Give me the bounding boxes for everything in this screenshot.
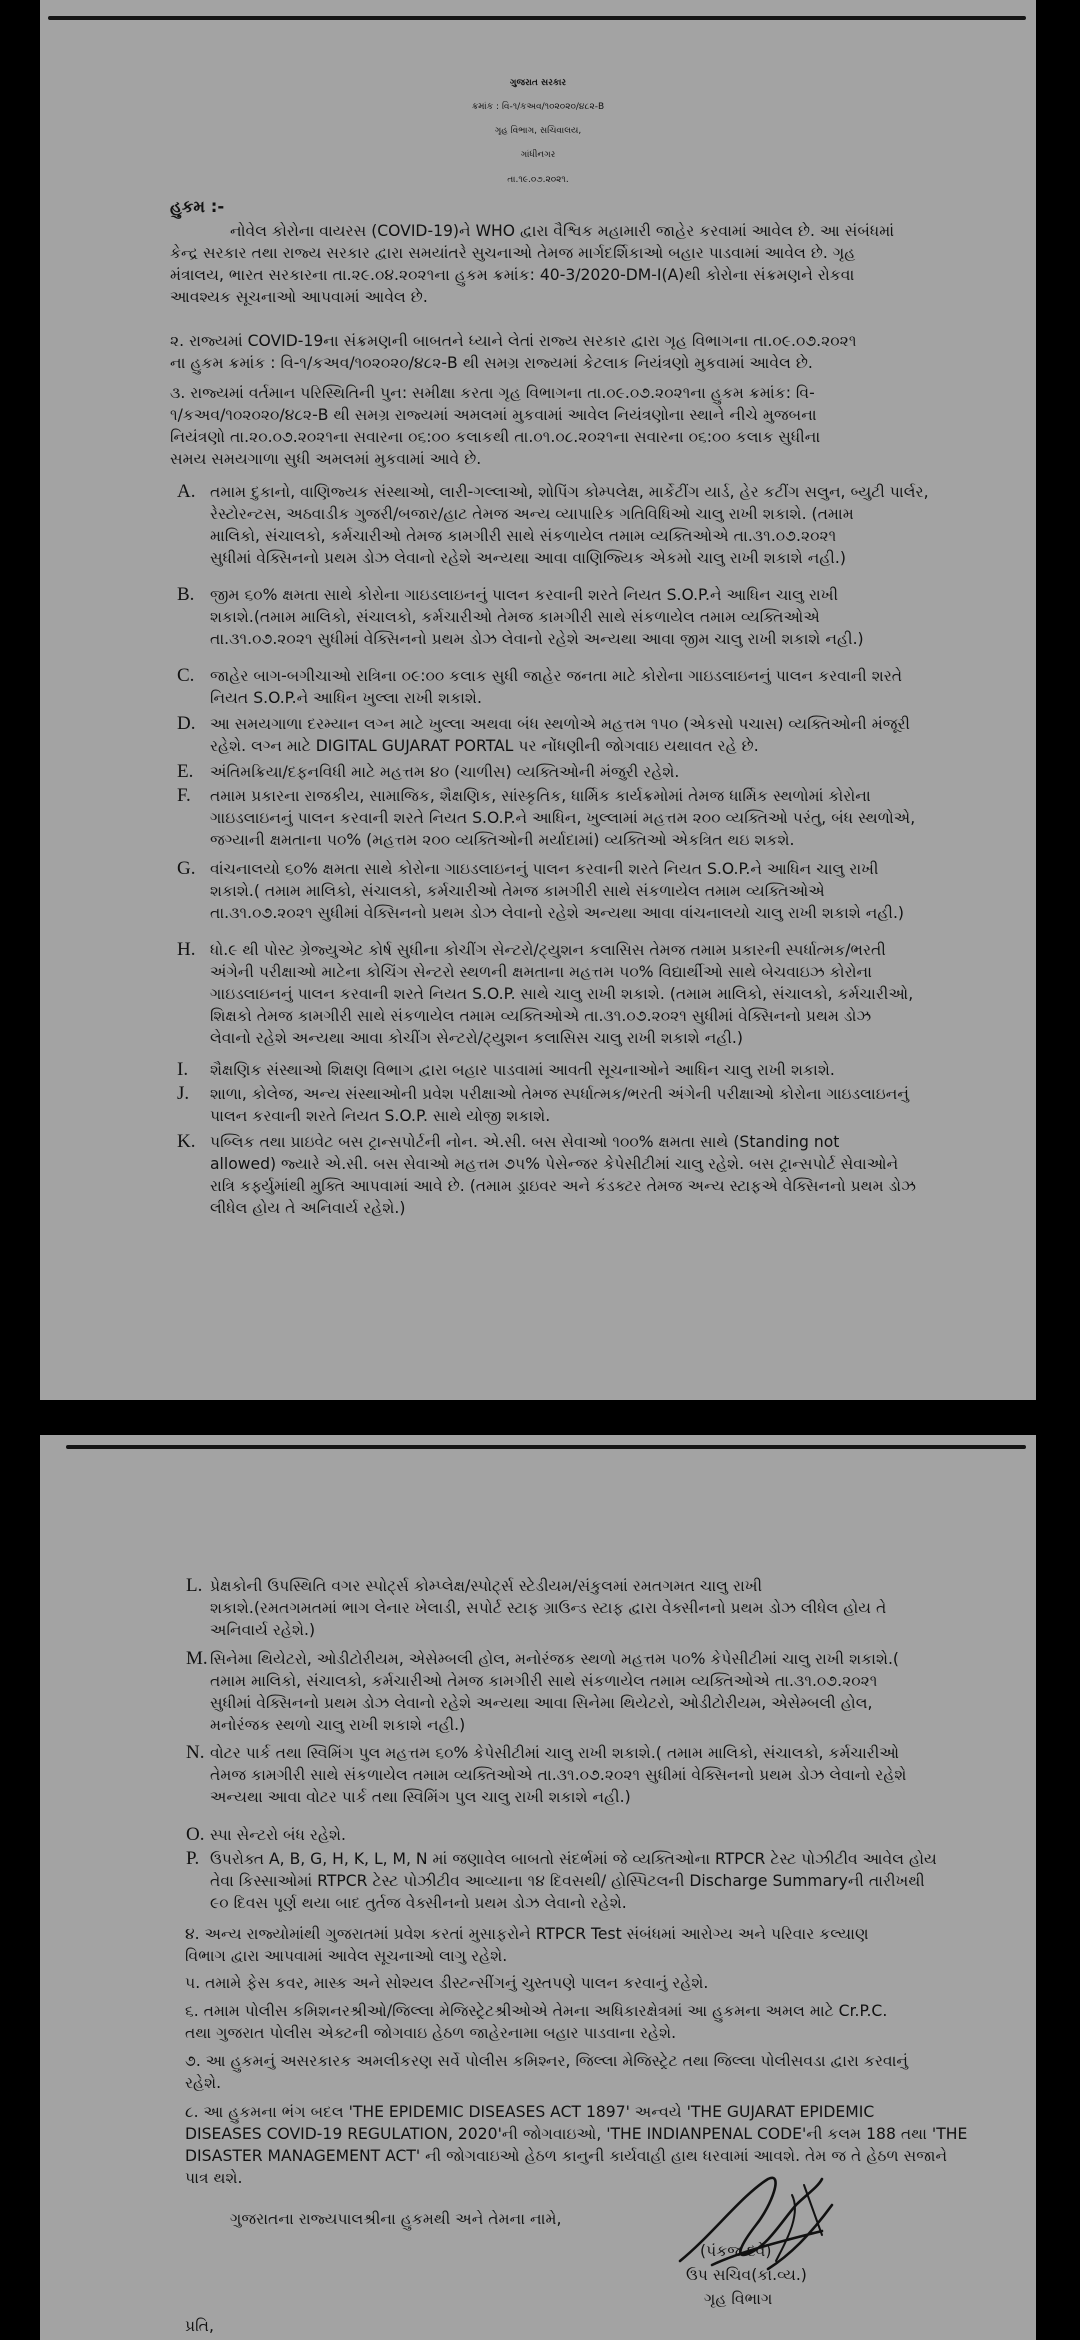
item-text: સ્પા સેન્ટરો બંધ રહેશે. [210, 1826, 347, 1844]
item-label: M. [186, 1648, 208, 1669]
item-text: વાંચનાલયો ૬૦% ક્ષમતા સાથે કોરોના ગાઇડલાઇનનું પાલન કરવાની શરતે નિયત S.O.P.ને આધિન ચાલુ રાખી [210, 860, 879, 878]
item-text: લેવાનો રહેશે અન્યથા આવા કોચીંગ સેન્ટરો/ટ્યુશન કલાસિસ ચાલુ રાખી શકાશે નહી.) [210, 1029, 743, 1047]
item-text: ગાઇડલાઇનનું પાલન કરવાની શરતે નિયત S.O.P.ને આધિન, ખુલ્લામાં મહત્તમ ૨૦૦ વ્યક્તિઓ પરંતુ, બંધ સ્થળોએ, [210, 809, 916, 827]
item-text: allowed) જ્યારે એ.સી. બસ સેવાઓ મહત્તમ ૭૫% પેસેન્જર કેપેસીટીમાં ચાલુ રહેશે. બસ ટ્રાન્સપોર્ટ સેવાઓને [210, 1155, 899, 1173]
item-text: તા.૩૧.૦૭.૨૦૨૧ સુધીમાં વેક્સિનનો પ્રથમ ડોઝ લેવાનો રહેશે અન્યથા આવા જીમ ચાલુ રાખી શકાશે નહી.) [210, 630, 864, 648]
item-label: F. [177, 785, 191, 806]
numbered-paragraph-line: વિભાગ દ્વારા આપવામાં આવેલ સૂચનાઓ લાગુ રહેશે. [185, 1947, 508, 1965]
intro-line: નોવેલ કોરોના વાયરસ (COVID-19)ને WHO દ્વારા વૈશ્વિક મહામારી જાહેર કરવામાં આવેલ છે. આ સંબંધમાં [230, 222, 895, 240]
item-label: D. [177, 713, 196, 734]
item-text: લીધેલ હોય તે અનિવાર્ય રહેશે.) [210, 1199, 406, 1217]
item-label: K. [177, 1131, 196, 1152]
paragraph-3-line: ૧/કઅવ/૧૦૨૦૨૦/૪૮૨-B થી સમગ્ર રાજ્યમાં અમલમાં મુકવામાં આવેલ નિયંત્રણોના સ્થાને નીચે મુજબના [170, 406, 817, 424]
document-page-1 [40, 0, 1036, 1400]
document-page-2 [40, 1435, 1036, 2340]
paragraph-3-line: નિયંત્રણો તા.૨૦.૦૭.૨૦૨૧ના સવારના ૦૬:૦૦ કલાકથી તા.૦૧.૦૮.૨૦૨૧ના સવારના ૦૬:૦૦ કલાક સુધીના [170, 428, 821, 446]
item-text: શાળા, કોલેજ, અન્ય સંસ્થાઓની પ્રવેશ પરીક્ષાઓ તેમજ સ્પર્ધાત્મક/ભરતી અંગેની પરીક્ષાઓ કોરોના ગાઇડલાઇનનું [210, 1085, 910, 1103]
numbered-paragraph-line: ૭. આ હુકમનું અસરકારક અમલીકરણ સર્વે પોલીસ કમિશ્નર, જિલ્લા મેજિસ્ટ્રેટ તથા જિલ્લા પોલીસવડા દ્વારા કરવાનું [185, 2052, 909, 2070]
department: ગૃહ વિભાગ, સચિવાલય, [494, 126, 582, 136]
item-text: સુધીમાં વેક્સિનનો પ્રથમ ડોઝ લેવાનો રહેશે અન્યથા આવા સિનેમા થિયેટરો, ઓડીટોરીયમ, એસેમ્બલી હોલ, [210, 1694, 873, 1712]
govt-title: ગુજરાત સરકાર [509, 78, 567, 88]
numbered-paragraph-line: રહેશે. [185, 2074, 222, 2092]
item-label: L. [186, 1575, 203, 1596]
order-title: હુકમ :- [170, 197, 225, 216]
item-text: આ સમયગાળા દરમ્યાન લગ્ન માટે ખુલ્લા અથવા બંધ સ્થળોએ મહત્તમ ૧૫૦ (એકસો પચાસ) વ્યક્તિઓની મંજૂરી [210, 715, 910, 733]
item-text: પાલન કરવાની શરતે નિયત S.O.P. સાથે યોજી શકાશે. [210, 1107, 551, 1125]
numbered-paragraph-line: તથા ગુજરાત પોલીસ એક્ટની જોગવાઇ હેઠળ જાહેરનામા બહાર પાડવાના રહેશે. [185, 2024, 677, 2042]
item-text: તમામ પ્રકારના રાજકીય, સામાજિક, શૈક્ષણિક, સાંસ્કૃતિક, ધાર્મિક કાર્યક્રમોમાં તેમજ ધાર્મિક સ્થળોમાં કોરોના [210, 787, 871, 805]
item-label: J. [177, 1083, 190, 1104]
numbered-paragraph-line: DISEASES COVID-19 REGULATION, 2020'ની જોગવાઇઓ, 'THE INDIANPENAL CODE'ની કલમ 188 તથા 'THE [185, 2125, 968, 2143]
item-text: માલિકો, સંચાલકો, કર્મચારીઓ તેમજ કામગીરી સાથે સંકળાયેલ તમામ વ્યક્તિઓએ તા.૩૧.૦૭.૨૦૨૧ [210, 527, 837, 545]
closing-line: ગુજરાતના રાજ્યપાલશ્રીના હુકમથી અને તેમના નામે, [230, 2210, 562, 2228]
signatory-name: (પંકજ દવે) [700, 2242, 772, 2260]
item-text: મનોરંજક સ્થળો ચાલુ રાખી શકાશે નહી.) [210, 1716, 466, 1734]
item-text: રેસ્ટોરન્ટસ, અઠવાડીક ગુજરી/બજાર/હાટ તેમજ અન્ય વ્યાપારિક ગતિવિધિઓ ચાલુ રાખી શકાશે. (તમામ [210, 505, 854, 523]
item-text: વોટર પાર્ક તથા સ્વિમિંગ પુલ મહત્તમ ૬૦% કેપેસીટીમાં ચાલુ રાખી શકાશે.( તમામ માલિકો, સંચાલકો, કર્મચારીઓ [210, 1744, 900, 1762]
item-text: અંતિમક્રિયા/દફનવિધી માટે મહત્તમ ૪૦ (ચાળીસ) વ્યક્તિઓની મંજુરી રહેશે. [210, 763, 680, 781]
item-label: B. [177, 584, 195, 605]
top-rule [66, 1445, 1026, 1449]
item-text: સિનેમા થિયેટરો, ઓડીટોરીયમ, એસેમ્બલી હોલ, મનોરંજક સ્થળો મહત્તમ ૫૦% કેપેસીટીમાં ચાલુ રાખી શકાશે.( [210, 1650, 900, 1668]
item-text: જીમ ૬૦% ક્ષમતા સાથે કોરોના ગાઇડલાઇનનું પાલન કરવાની શરતે નિયત S.O.P.ને આધિન ચાલુ રાખી [210, 586, 839, 604]
item-text: તેમજ કામગીરી સાથે સંકળાયેલ તમામ વ્યક્તિઓએ તા.૩૧.૦૭.૨૦૨૧ સુધીમાં વેક્સિનનો પ્રથમ ડોઝ લેવાનો રહેશે [210, 1766, 907, 1784]
item-text: ધો.૯ થી પોસ્ટ ગ્રેજ્યુએટ કોર્ષ સુધીના કોચીંગ સેન્ટરો/ટ્યુશન કલાસિસ તેમજ તમામ પ્રકારની સ્પર્ધાત્મક/ભરતી [210, 941, 886, 959]
numbered-paragraph-line: ૬. તમામ પોલીસ કમિશનરશ્રીઓ/જિલ્લા મેજિસ્ટ્રેટશ્રીઓએ તેમના અધિકારક્ષેત્રમાં આ હુકમના અમલ માટે Cr.P.C. [185, 2002, 888, 2020]
item-text: પ્રેક્ષકોની ઉપસ્થિતિ વગર સ્પોર્ટ્સ કોમ્પ્લેક્ષ/સ્પોર્ટ્સ સ્ટેડીયમ/સંકુલમાં રમતગમત ચાલુ રાખી [210, 1577, 763, 1595]
signatory-designation: ઉપ સચિવ(કા.વ્ય.) [686, 2266, 807, 2284]
numbered-paragraph-line: DISASTER MANAGEMENT ACT' ની જોગવાઇઓ હેઠળ કાનુની કાર્યવાહી હાથ ધરવામાં આવશે. તેમ જ તે હેઠળ સજાને [185, 2147, 948, 2165]
item-text: રાત્રિ કર્ફ્યુમાંથી મુક્તિ આપવામાં આવે છે. (તમામ ડ્રાઇવર અને કંડક્ટર તેમજ અન્ય સ્ટાફએ વેક્સિનનો પ્રથમ ડોઝ [210, 1177, 916, 1195]
numbered-paragraph-line: ૪. અન્ય રાજ્યોમાંથી ગુજરાતમાં પ્રવેશ કરતાં મુસાફરોને RTPCR Test સંબંધમાં આરોગ્ય અને પરિવાર કલ્યાણ [185, 1925, 869, 1943]
copy-to-label: પ્રતિ, [185, 2317, 214, 2335]
item-text: તમામ માલિકો, સંચાલકો, કર્મચારીઓ તેમજ કામગીરી સાથે સંકળાયેલ તમામ વ્યક્તિઓએ તા.૩૧.૦૭.૨૦૨૧ [210, 1672, 878, 1690]
item-text: પબ્લિક તથા પ્રાઇવેટ બસ ટ્રાન્સપોર્ટની નોન. એ.સી. બસ સેવાઓ ૧૦૦% ક્ષમતા સાથે (Standing not [210, 1133, 840, 1151]
order-number: ક્રમાંક : વિ-૧/કઅવ/૧૦૨૦૨૦/૪૮૨-B [471, 102, 605, 112]
item-text: રહેશે. લગ્ન માટે DIGITAL GUJARAT PORTAL પર નોંધણીની જોગવાઇ યથાવત રહે છે. [210, 737, 759, 755]
intro-line: મંત્રાલય, ભારત સરકારના તા.૨૯.૦૪.૨૦૨૧ના હુકમ ક્રમાંક: 40-3/2020-DM-I(A)થી કોરોના સંક્રમણને રોકવા [170, 266, 855, 284]
item-text: ગાઇડલાઇનનું પાલન કરવાની શરતે નિયત S.O.P. સાથે ચાલુ રાખી શકાશે. (તમામ માલિકો, સંચાલકો, કર્મચારીઓ, [210, 985, 914, 1003]
item-label: H. [177, 939, 196, 960]
item-text: અનિવાર્ય રહેશે.) [210, 1621, 316, 1639]
item-text: જાહેર બાગ-બગીચાઓ રાત્રિના ૦૯:૦૦ કલાક સુધી જાહેર જનતા માટે કોરોના ગાઇડલાઇનનું પાલન કરવાની શરતે [210, 667, 903, 685]
paragraph-3-line: ૩. રાજ્યમાં વર્તમાન પરિસ્થિતિની પુન: સમીક્ષા કરતા ગૃહ વિભાગના તા.૦૯.૦૭.૨૦૨૧ના હુકમ ક્રમાંક: વિ- [170, 384, 815, 402]
intro-line: કેન્દ્ર સરકાર તથા રાજ્ય સરકાર દ્વારા સમયાંતરે સુચનાઓ તેમજ માર્ગદર્શિકાઓ બહાર પાડવામાં આવેલ છે. ગૃહ [170, 244, 856, 262]
item-text: સુધીમાં વેક્સિનનો પ્રથમ ડોઝ લેવાનો રહેશે અન્યથા આવા વાણિજ્યિક એકમો ચાલુ રાખી શકાશે નહી.) [210, 549, 846, 567]
item-label: O. [186, 1824, 205, 1845]
item-text: શકાશે.(રમતગમતમાં ભાગ લેનાર ખેલાડી, સપોર્ટ સ્ટાફ ગ્રાઉન્ડ સ્ટાફ દ્વારા વેક્સીનનો પ્રથમ ડોઝ લીધેલ હોય તે [210, 1599, 887, 1617]
city: ગાંધીનગર [520, 150, 556, 160]
item-text: તા.૩૧.૦૭.૨૦૨૧ સુધીમાં વેક્સિનનો પ્રથમ ડોઝ લેવાનો રહેશે અન્યથા આવા વાંચનાલયો ચાલુ રાખી શકાશે નહી.) [210, 904, 905, 922]
paragraph-2-line: ૨. રાજ્યમાં COVID-19ના સંક્રમણની બાબતને ધ્યાને લેતાં રાજ્ય સરકાર દ્વારા ગૃહ વિભાગના તા.૦૯.૦૭.૨૦૨૧ [170, 332, 857, 350]
item-label: G. [177, 858, 196, 879]
item-text: અન્યથા આવા વોટર પાર્ક તથા સ્વિમિંગ પુલ ચાલુ રાખી શકાશે નહી.) [210, 1788, 631, 1806]
item-text: જગ્યાની ક્ષમતાના ૫૦% (મહત્તમ ૨૦૦ વ્યક્તિઓની મર્યાદામાં) વ્યક્તિઓ એકત્રિત થઇ શકશે. [210, 831, 795, 849]
order-date: તા.૧૯.૦૭.૨૦૨૧. [507, 175, 569, 185]
intro-line: આવશ્યક સૂચનાઓ આપવામાં આવેલ છે. [170, 288, 428, 306]
item-text: ઉપરોક્ત A, B, G, H, K, L, M, N માં જણાવેલ બાબતો સંદર્ભમાં જે વ્યક્તિઓના RTPCR ટેસ્ટ પોઝીટીવ આવેલ હોય [210, 1850, 937, 1868]
item-label: C. [177, 665, 195, 686]
item-text: શકાશે.(તમામ માલિકો, સંચાલકો, કર્મચારીઓ તેમજ કામગીરી સાથે સંકળાયેલ તમામ વ્યક્તિઓએ [210, 608, 820, 626]
item-label: A. [177, 481, 196, 502]
numbered-paragraph-line: ૮. આ હુકમના ભંગ બદલ 'THE EPIDEMIC DISEASES ACT 1897' અન્વયે 'THE GUJARAT EPIDEMIC [185, 2103, 875, 2121]
item-text: નિયત S.O.P.ને આધિન ખુલ્લા રાખી શકાશે. [210, 689, 482, 707]
item-text: શકાશે.( તમામ માલિકો, સંચાલકો, કર્મચારીઓ તેમજ કામગીરી સાથે સંકળાયેલ તમામ વ્યક્તિઓએ [210, 882, 825, 900]
item-text: શિક્ષકો તેમજ કામગીરી સાથે સંકળાયેલ તમામ વ્યક્તિઓએ તા.૩૧.૦૭.૨૦૨૧ સુધીમાં વેક્સિનનો પ્રથમ ડોઝ [210, 1007, 872, 1025]
item-label: N. [186, 1742, 205, 1763]
numbered-paragraph-line: પાત્ર થશે. [185, 2169, 243, 2187]
item-text: ૯૦ દિવસ પૂર્ણ થયા બાદ તુર્તજ વેક્સીનનો પ્રથમ ડોઝ લેવાનો રહેશે. [210, 1894, 627, 1912]
item-label: I. [177, 1059, 189, 1080]
paragraph-3-line: સમય સમયગાળા સુધી અમલમાં મુકવામાં આવે છે. [170, 450, 482, 468]
item-label: E. [177, 761, 194, 782]
signatory-department: ગૃહ વિભાગ [704, 2290, 773, 2308]
item-text: શૈક્ષણિક સંસ્થાઓ શિક્ષણ વિભાગ દ્વારા બહાર પાડવામાં આવતી સૂચનાઓને આધિન ચાલુ રાખી શકાશે. [210, 1061, 835, 1079]
item-text: અંગેની પરીક્ષાઓ માટેના કોચિંગ સેન્ટરો સ્થળની ક્ષમતાના મહત્તમ ૫૦% વિદ્યાર્થીઓ સાથે બેચવાઇઝ કોરોના [210, 963, 872, 981]
item-text: તમામ દુકાનો, વાણિજ્યક સંસ્થાઓ, લારી-ગલ્લાઓ, શોપિંગ કોમ્પલેક્ષ, માર્કેટીંગ યાર્ડ, હેર કટીંગ સલુન, બ્યુટી પાર્લર, [210, 483, 929, 501]
top-rule [48, 16, 1026, 20]
item-text: તેવા કિસ્સાઓમાં RTPCR ટેસ્ટ પોઝીટીવ આવ્યાના ૧૪ દિવસથી/ હોસ્પિટલની Discharge Summaryની તારીખથી [210, 1872, 925, 1890]
item-label: P. [186, 1848, 200, 1869]
numbered-paragraph-line: ૫. તમામે ફેસ કવર, માસ્ક અને સોશ્યલ ડીસ્ટન્સીંગનું ચુસ્તપણે પાલન કરવાનું રહેશે. [185, 1974, 709, 1992]
paragraph-2-line: ના હુકમ ક્રમાંક : વિ-૧/કઅવ/૧૦૨૦૨૦/૪૮૨-B થી સમગ્ર રાજ્યમાં કેટલાક નિયંત્રણો મુકવામાં આવેલ છે. [170, 354, 813, 372]
